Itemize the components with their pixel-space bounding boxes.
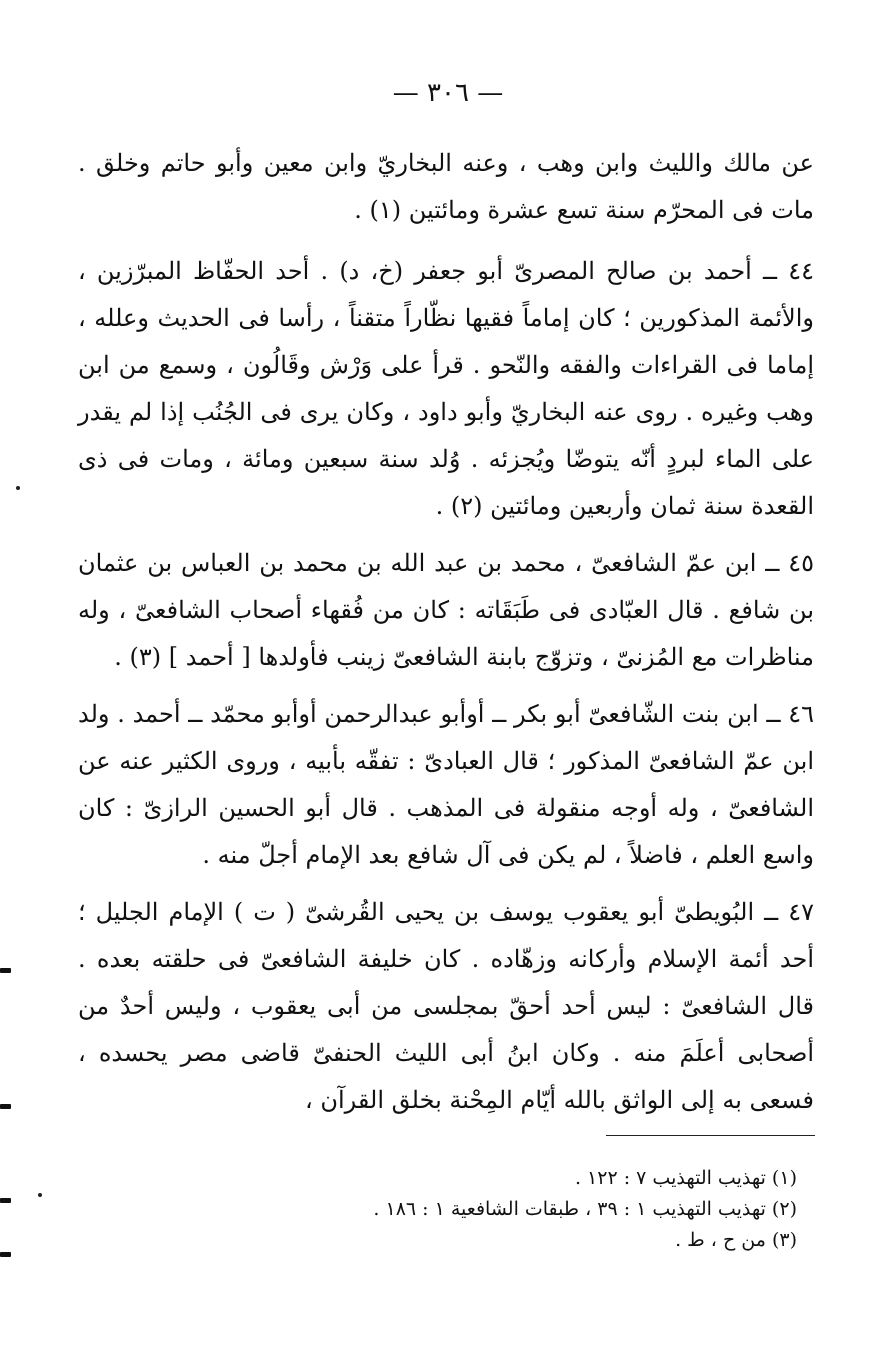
margin-dot — [16, 486, 20, 490]
page-number: — ٣٠٦ — — [392, 78, 504, 108]
footnote-rule — [606, 1135, 815, 1136]
footnote-3: (٣) من ح ، ط . — [675, 1229, 797, 1251]
paragraph-entry-44: ٤٤ ــ أحمد بن صالح المصرىّ أبو جعفر (خ، د) . أحد الحفّاظ المبرّزين ، والأئمة المذكورين ؛ كان إماماً فقيها نظّاراً متقناً ، رأسا فى الحديث وعلله ، إماما فى القراءات والفقه والنّحو . قرأ على وَرْش وقَالُون ، وسمع من ابن وهب وغيره . روى عنه البخاريّ وأبو داود ، وكان يرى فى الجُنُب إذا لم يقدر على الماء لبردٍ أنّه يتوضّا ويُجزئه . وُلد سنة سبعين ومائة ، ومات فى ذى القعدة سنة ثمان وأربعين ومائتين (٢) . — [78, 257, 814, 520]
main-text — [78, 140, 814, 1134]
footnotes — [300, 1163, 797, 1256]
margin-dot — [38, 1193, 42, 1197]
paragraph-continuation: عن مالك والليث وابن وهب ، وعنه البخاريّ وابن معين وأبو حاتم وخلق . مات فى المحرّم سنة تسع عشرة ومائتين (١) . — [78, 149, 814, 224]
paragraph-entry-45: ٤٥ ــ ابن عمّ الشافعىّ ، محمد بن عبد الله بن محمد بن العباس بن عثمان بن شافع . قال العبّادى فى طَبَقَاته : كان من فُقهاء أصحاب الشافعىّ ، وله مناظرات مع المُزنىّ ، وتزوّج بابنة الشافعىّ زينب فأولدها [ أحمد ] (٣) . — [78, 549, 814, 671]
paragraph-entry-46: ٤٦ ــ ابن بنت الشّافعىّ أبو بكر ــ أوأبو عبدالرحمن أوأبو محمّد ــ أحمد . ولد ابن عمّ الشافعىّ المذكور ؛ قال العبادىّ : تفقّه بأبيه ، وروى الكثير عنه عن الشافعىّ ، وله أوجه منقولة فى المذهب . قال أبو الحسين الرازىّ : كان واسع العلم ، فاضلاً ، لم يكن فى آل شافع بعد الإمام أجلّ منه . — [78, 700, 814, 869]
footnote-1: (١) تهذيب التهذيب ٧ : ١٢٢ . — [574, 1167, 797, 1189]
paragraph-entry-47: ٤٧ ــ البُويطىّ أبو يعقوب يوسف بن يحيى القُرشىّ ( ت ) الإمام الجليل ؛ أحد أئمة الإسلام وأركانه وزهّاده . كان خليفة الشافعىّ فى حلقته بعده . قال الشافعىّ : ليس أحد أحقّ بمجلسى من أبى يعقوب ، وليس أحدٌ من أصحابى أعلَمَ منه . وكان ابنُ أبى الليث الحنفىّ قاضى مصر يحسده ، فسعى به إلى الواثق بالله أيّام المِحْنة بخلق القرآن ، — [78, 898, 814, 1114]
margin-mark — [0, 1198, 11, 1203]
margin-mark — [0, 1252, 11, 1257]
footnote-2: (٢) تهذيب التهذيب ١ : ٣٩ ، طبقات الشافعية ١ : ١٨٦ . — [373, 1198, 797, 1220]
margin-mark — [0, 1104, 11, 1109]
margin-mark — [0, 968, 11, 973]
